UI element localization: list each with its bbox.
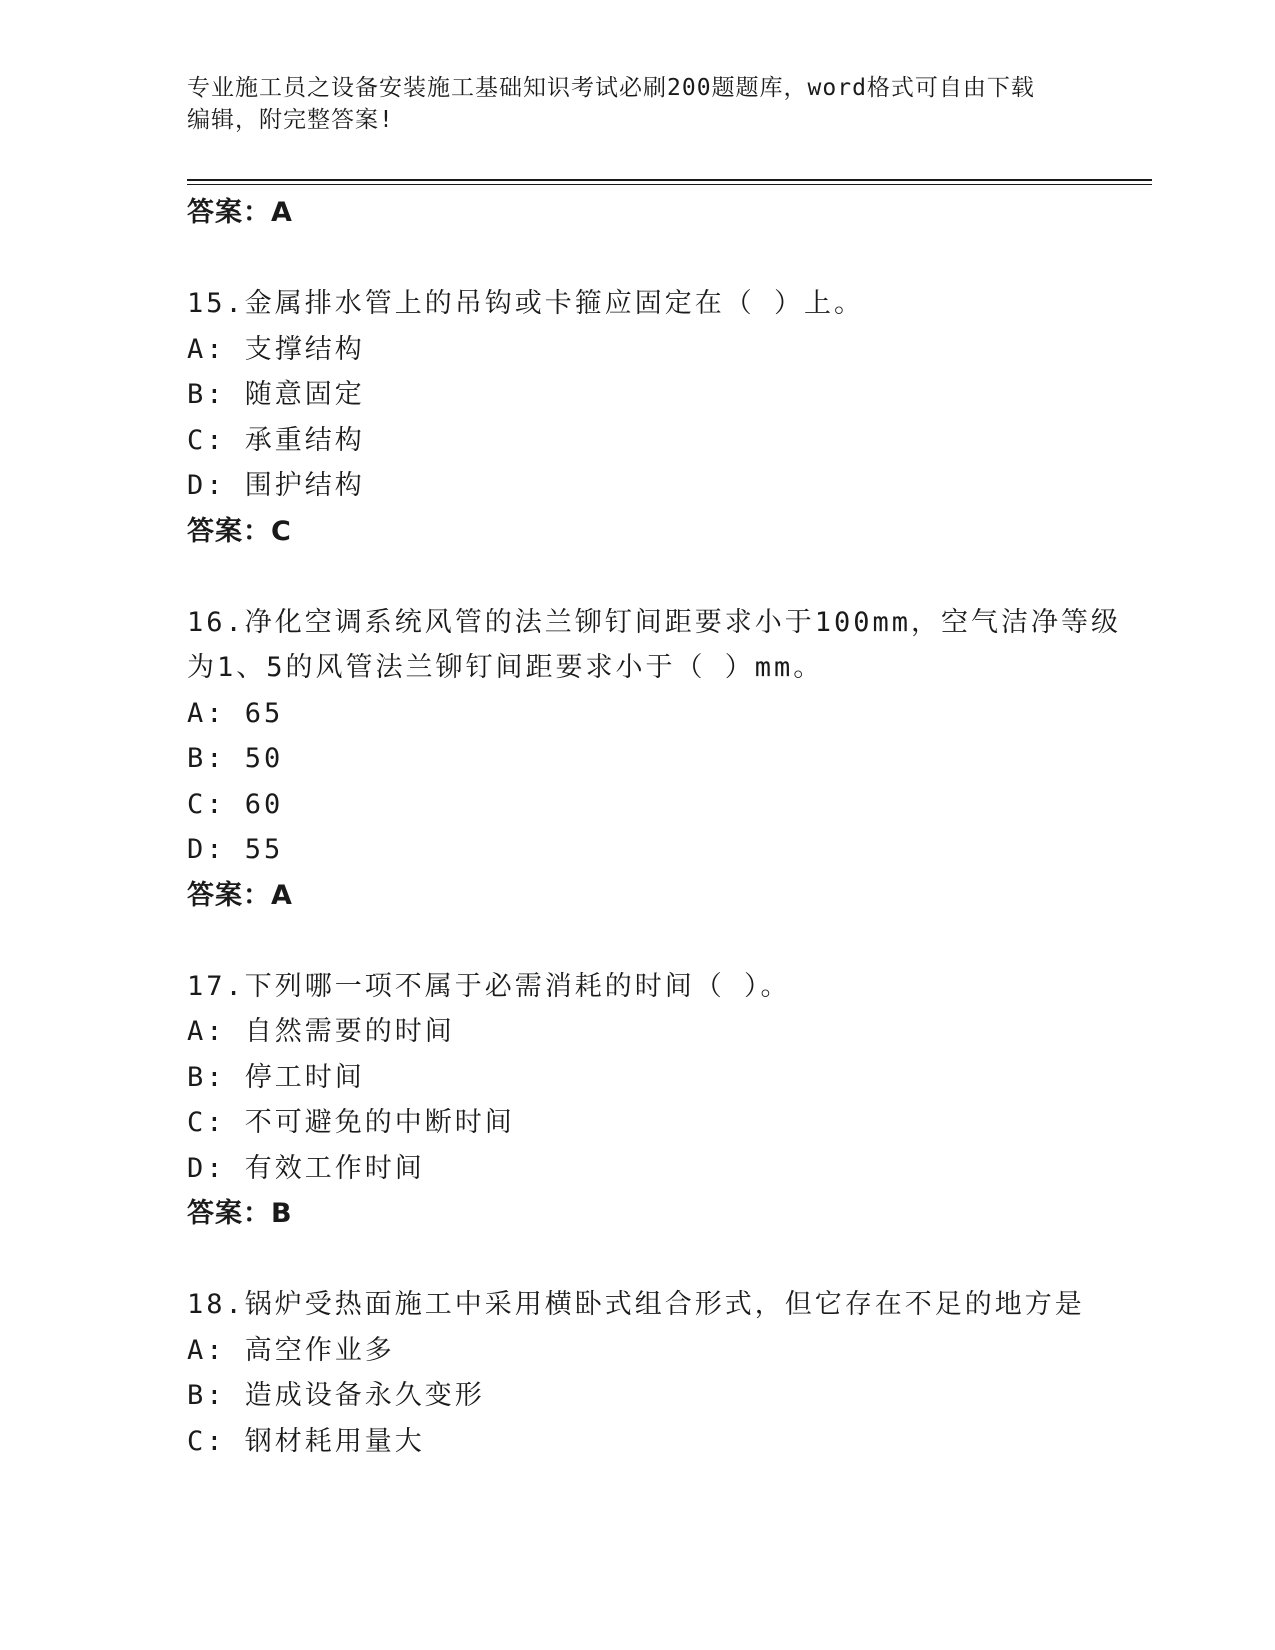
header-line-1: 专业施工员之设备安装施工基础知识考试必刷200题题库，word格式可自由下载 (187, 75, 1035, 101)
option-d: D: 55 (187, 834, 284, 865)
document-header (187, 72, 1067, 136)
option-c: C: 60 (187, 788, 284, 820)
option-b: B: 50 (187, 743, 284, 774)
option-a: A: 自然需要的时间 (187, 1016, 455, 1047)
question-stem: 17.下列哪一项不属于必需消耗的时间（ ）。 (187, 970, 791, 1002)
question-17 (187, 964, 1067, 1237)
option-c: C: 不可避免的中断时间 (187, 1107, 515, 1138)
question-stem: 15.金属排水管上的吊钩或卡箍应固定在（ ）上。 (187, 288, 865, 319)
option-a: A: 支撑结构 (187, 333, 365, 365)
answer-line: 答案：B (187, 1198, 293, 1229)
question-16 (187, 600, 1122, 919)
option-b: B: 随意固定 (187, 379, 365, 410)
option-d: D: 围护结构 (187, 470, 365, 501)
spacer (187, 554, 1067, 600)
option-a: A: 65 (187, 697, 284, 729)
option-b: B: 停工时间 (187, 1061, 365, 1093)
spacer (187, 236, 1067, 282)
answer-line: 答案：C (187, 515, 292, 547)
option-d: D: 有效工作时间 (187, 1152, 425, 1184)
question-stem-continued: 为1、5的风管法兰铆钉间距要求小于（ ）mm。 (187, 652, 824, 683)
option-a: A: 高空作业多 (187, 1334, 395, 1366)
spacer (187, 1237, 1067, 1283)
question-list (187, 190, 1122, 1464)
answer-line: 答案：A (187, 197, 293, 228)
spacer (187, 918, 1067, 964)
answer-line: 答案：A (187, 879, 293, 911)
question-18 (187, 1282, 1085, 1464)
option-b: B: 造成设备永久变形 (187, 1380, 485, 1411)
question-stem: 18.锅炉受热面施工中采用横卧式组合形式，但它存在不足的地方是 (187, 1289, 1085, 1320)
header-divider-thick (187, 179, 1152, 181)
header-line-2: 编辑，附完整答案! (187, 107, 394, 133)
header-divider-thin (187, 184, 1152, 185)
question-stem: 16.净化空调系统风管的法兰铆钉间距要求小于100mm，空气洁净等级 (187, 606, 1122, 638)
option-c: C: 承重结构 (187, 424, 365, 456)
question-15 (187, 281, 1067, 554)
option-c: C: 钢材耗用量大 (187, 1425, 425, 1457)
